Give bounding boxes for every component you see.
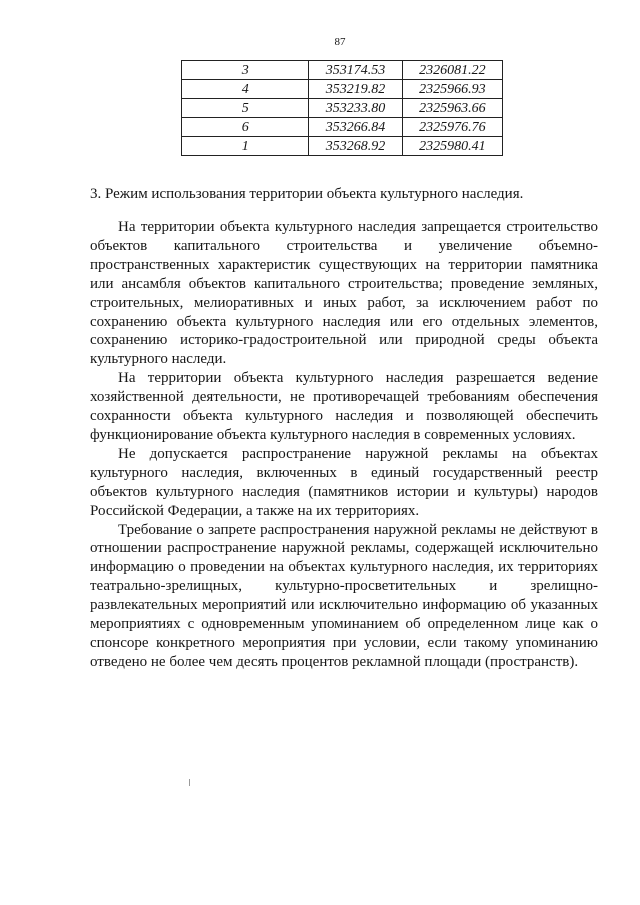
paragraph-advertising-ban: Не допускается распространение наружной рекламы на объектах культурного наследия, включенных в единый государственный реестр объектов культурного наследия (памятников истории и культуры) народов Российской Федерации, а также на их территориях. bbox=[90, 445, 598, 519]
point-number-cell: 5 bbox=[182, 99, 309, 118]
y-coordinate-cell: 2325966.93 bbox=[402, 80, 502, 99]
body-text bbox=[90, 218, 598, 672]
x-coordinate-cell: 353219.82 bbox=[309, 80, 402, 99]
paragraph-permitted-activity: На территории объекта культурного наследия разрешается ведение хозяйственной деятельности, не противоречащей требованиям обеспечения сохранности объекта культурного наследия и позволяющей обеспечить функционирование объекта культурного наследия в современных условиях. bbox=[90, 370, 598, 443]
y-coordinate-cell: 2325976.76 bbox=[402, 118, 502, 137]
y-coordinate-cell: 2325980.41 bbox=[402, 137, 502, 156]
point-number-cell: 6 bbox=[182, 118, 309, 137]
paragraph-advertising-exception: Требование о запрете распространения наружной рекламы не действуют в отношении распространение наружной рекламы, содержащей исключительно информацию о проведении на объектах культурного наследия, их территориях театрально-зрелищных, культурно-просветительных и зрелищно-развлекательных мероприятий или исключительно информацию об указанных мероприятиях с одновременным упоминанием об определенном лице как о спонсоре конкретного мероприятия при условии, если такому упоминанию отведено не более чем десять процентов рекламной площади (пространств). bbox=[90, 521, 598, 670]
paragraph-restrictions: На территории объекта культурного наследия запрещается строительство объектов капитального строительства и увеличение объемно-пространственных характеристик существующих на территории памятника или ансамбля объектов капитального строительства; проведение земляных, строительных, мелиоративных и иных работ, за исключением работ по сохранению объекта культурного наследия или его отдельных элементов, сохранению историко-градостроительной или природной среды объекта культурного наследи. bbox=[90, 219, 598, 368]
x-coordinate-cell: 353174.53 bbox=[309, 61, 402, 80]
point-number-cell: 1 bbox=[182, 137, 309, 156]
table-row bbox=[182, 61, 503, 80]
x-coordinate-cell: 353233.80 bbox=[309, 99, 402, 118]
y-coordinate-cell: 2326081.22 bbox=[402, 61, 502, 80]
page-number: 87 bbox=[334, 36, 346, 48]
point-number-cell: 4 bbox=[182, 80, 309, 99]
coordinates-table bbox=[181, 60, 503, 156]
point-number-cell: 3 bbox=[182, 61, 309, 80]
x-coordinate-cell: 353268.92 bbox=[309, 137, 402, 156]
section-heading: 3. Режим использования территории объекта культурного наследия. bbox=[90, 186, 524, 202]
table-row bbox=[182, 80, 503, 99]
table-row bbox=[182, 99, 503, 118]
scan-artifact bbox=[189, 779, 190, 786]
table-row bbox=[182, 118, 503, 137]
table-row bbox=[182, 137, 503, 156]
y-coordinate-cell: 2325963.66 bbox=[402, 99, 502, 118]
x-coordinate-cell: 353266.84 bbox=[309, 118, 402, 137]
